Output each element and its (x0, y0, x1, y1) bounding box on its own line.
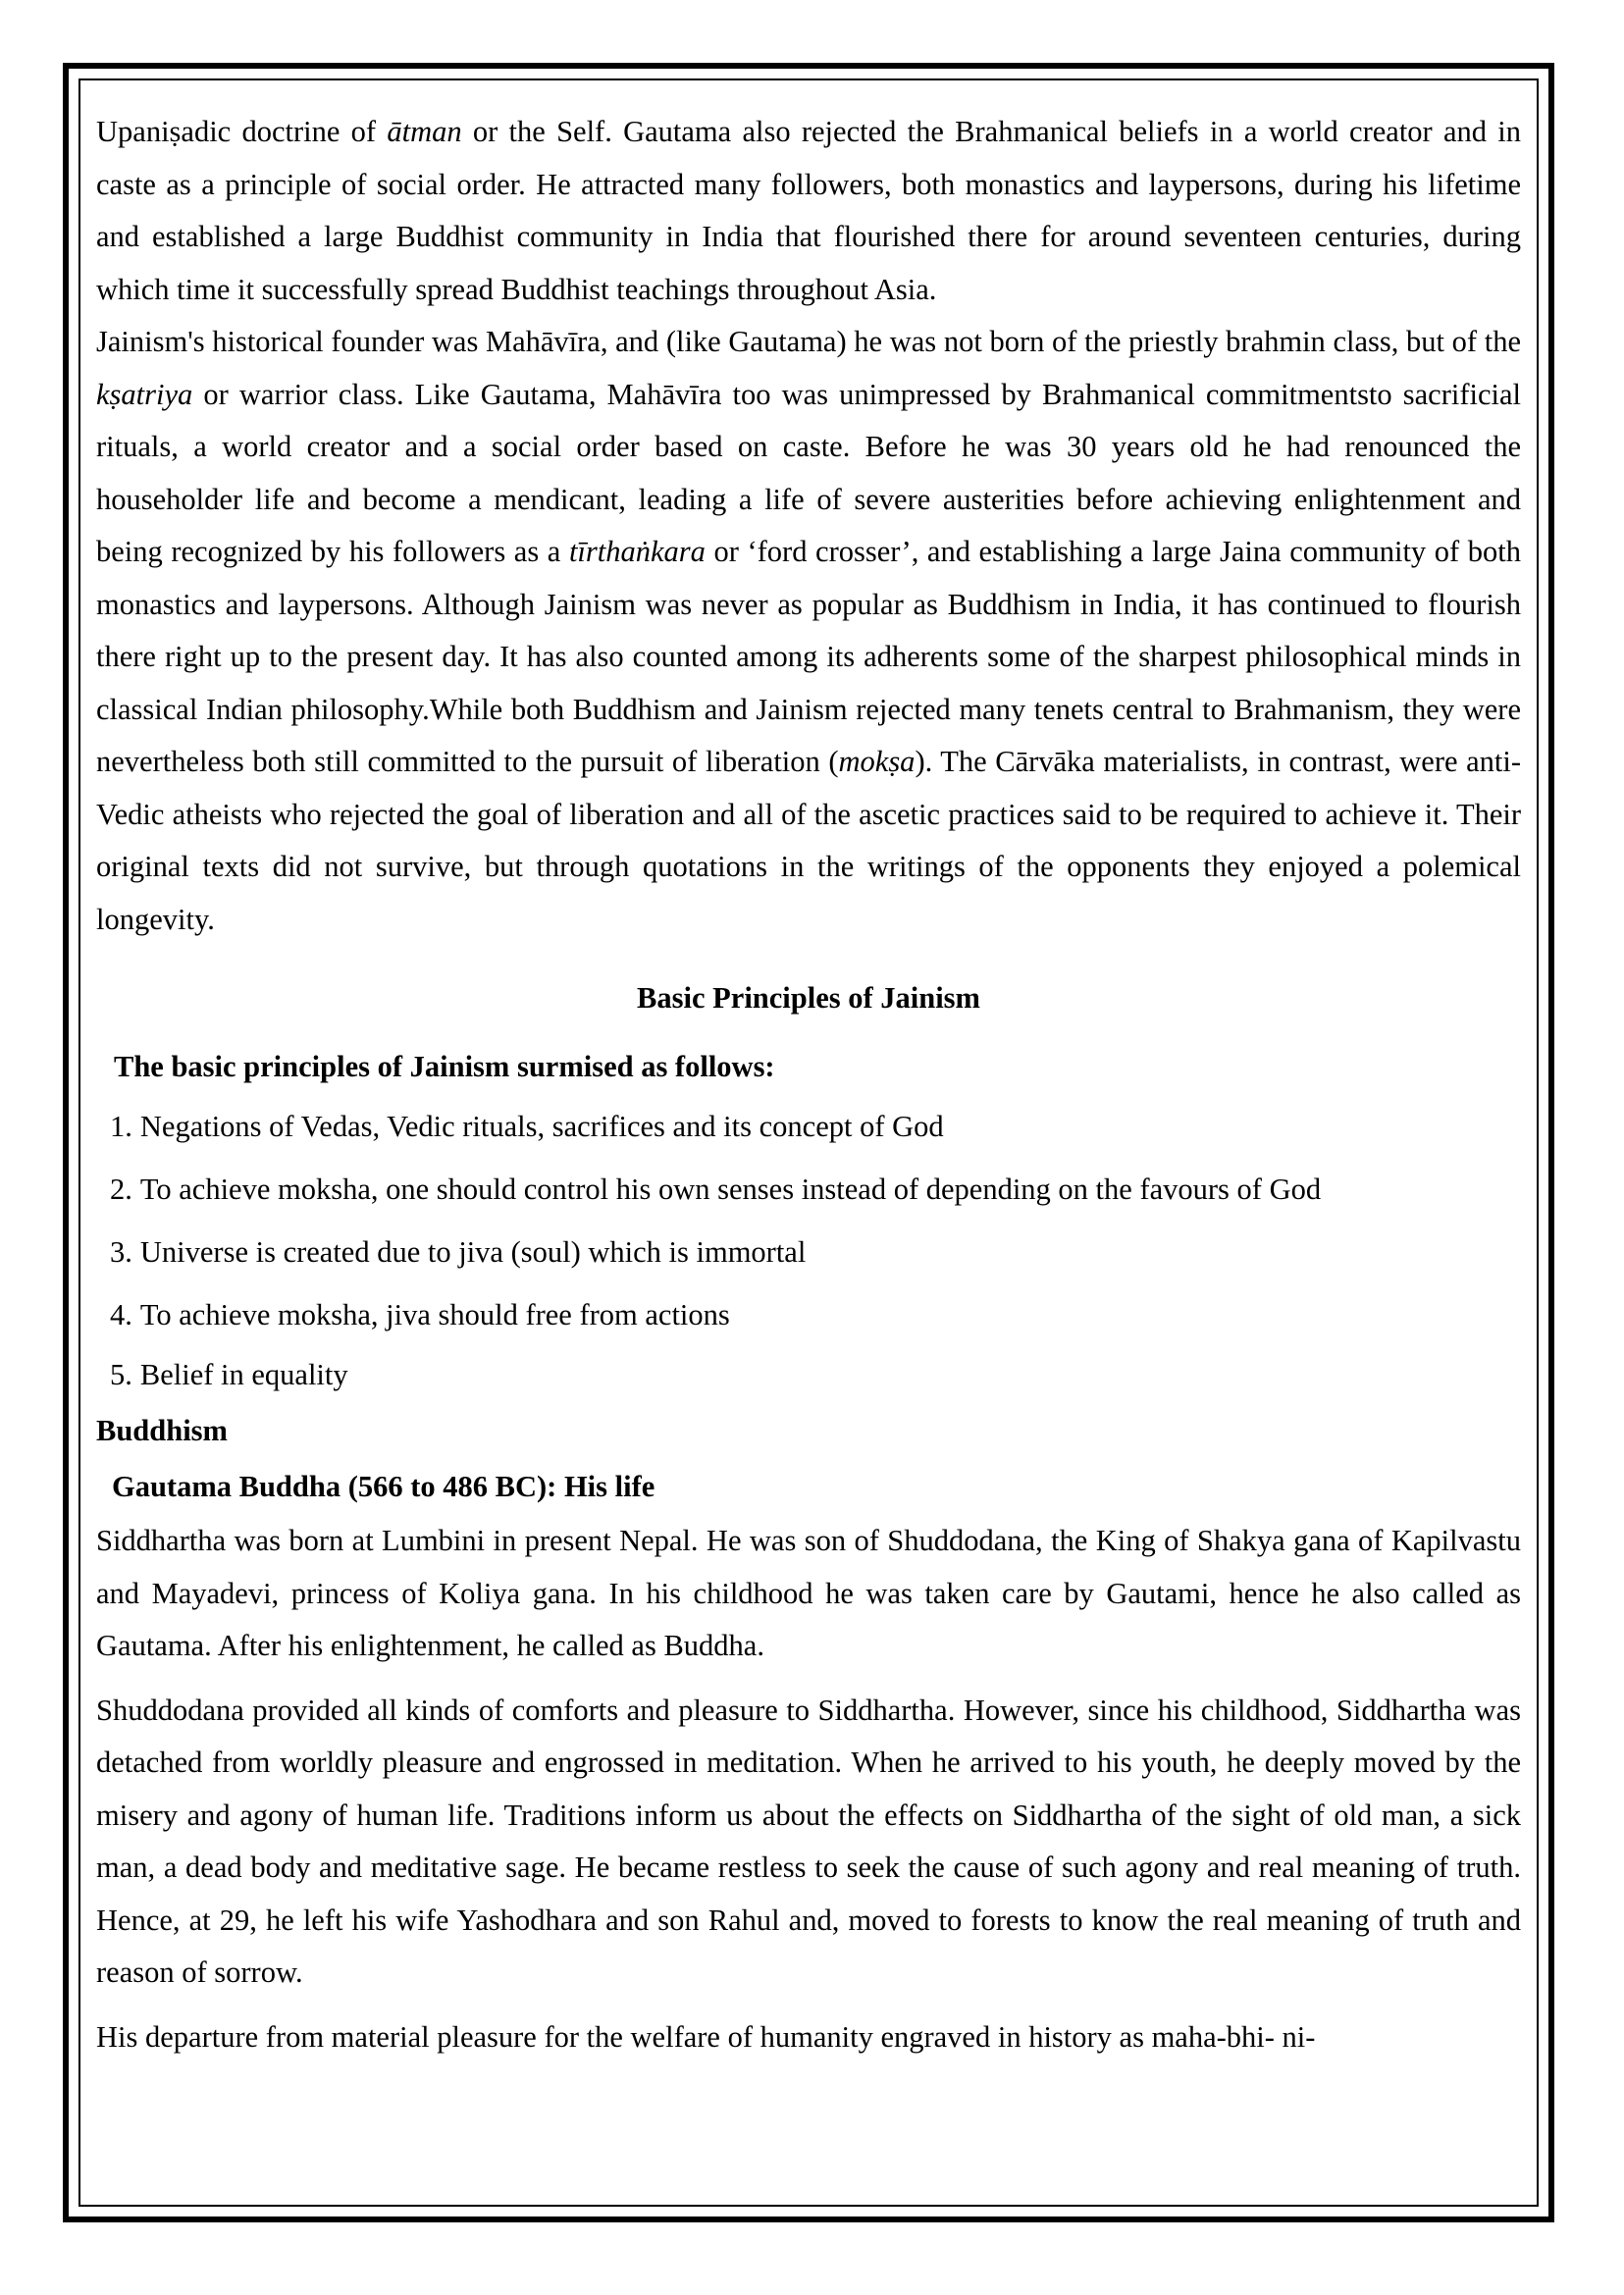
list-item: 4. To achieve moksha, jiva should free from actions (110, 1298, 730, 1331)
paragraph-siddhartha-birth: Siddhartha was born at Lumbini in present Nepal. He was son of Shuddodana, the King of Shakya gana of Kapilvastu and Mayadevi, princess of Koliya gana. In his childhood he was taken care by Gautami, hence he also called as Gautama. After his enlightenment, he called as Buddha. (96, 1524, 1521, 1662)
list-item: 1. Negations of Vedas, Vedic rituals, sacrifices and its concept of God (110, 1110, 944, 1143)
buddhism-heading: Buddhism (96, 1414, 228, 1447)
list-item: 2. To achieve moksha, one should control his own senses instead of depending on the favours of God (110, 1173, 1322, 1206)
list-item: 5. Belief in equality (110, 1358, 348, 1391)
jainism-heading: Basic Principles of Jainism (637, 981, 980, 1015)
paragraph-departure: His departure from material pleasure for the welfare of humanity engraved in history as maha-bhi- ni- (96, 2019, 1316, 2054)
jainism-intro: The basic principles of Jainism surmised as follows: (114, 1050, 775, 1083)
jainism-principles-list (96, 1095, 1521, 1403)
list-item: 3. Universe is created due to jiva (soul) which is immortal (110, 1235, 807, 1269)
paragraph-atman: Upaniṣadic doctrine of ātman or the Self. Gautama also rejected the Brahmanical beliefs in a world creator and in caste as a principle of social order. He attracted many followers, both monastics and laypersons, during his lifetime and established a large Buddhist community in India that flourished there for around seventeen centuries, during which time it successfully spread Buddhist teachings throughout Asia. (96, 115, 1521, 306)
paragraph-siddhartha-youth: Shuddodana provided all kinds of comforts and pleasure to Siddhartha. However, since his childhood, Siddhartha was detached from worldly pleasure and engrossed in meditation. When he arrived to his youth, he deeply moved by the misery and agony of human life. Traditions inform us about the effects on Siddhartha of the sight of old man, a sick man, a dead body and meditative sage. He became restless to seek the cause of such agony and real meaning of truth. Hence, at 29, he left his wife Yashodhara and son Rahul and, moved to forests to know the real meaning of truth and reason of sorrow. (96, 1693, 1521, 1989)
buddha-life-heading: Gautama Buddha (566 to 486 BC): His life (112, 1470, 655, 1503)
paragraph-mahavira: Jainism's historical founder was Mahāvīra, and (like Gautama) he was not born of the priestly brahmin class, but of the kṣatriya or warrior class. Like Gautama, Mahāvīra too was unimpressed by Brahmanical commitmentsto sacrificial rituals, a world creator and a social order based on caste. Before he was 30 years old he had renounced the householder life and become a mendicant, leading a life of severe austerities before achieving enlightenment and being recognized by his followers as a tīrthaṅkara or ‘ford crosser’, and establishing a large Jaina community of both monastics and laypersons. Although Jainism was never as popular as Buddhism in India, it has continued to flourish there right up to the present day. It has also counted among its adherents some of the sharpest philosophical minds in classical Indian philosophy.While both Buddhism and Jainism rejected many tenets central to Brahmanism, they were nevertheless both still committed to the pursuit of liberation (mokṣa). The Cārvāka materialists, in contrast, were anti-Vedic atheists who rejected the goal of liberation and all of the ascetic practices said to be required to achieve it. Their original texts did not survive, but through quotations in the writings of the opponents they enjoyed a polemical longevity. (96, 325, 1521, 936)
document-body (96, 106, 1521, 2063)
